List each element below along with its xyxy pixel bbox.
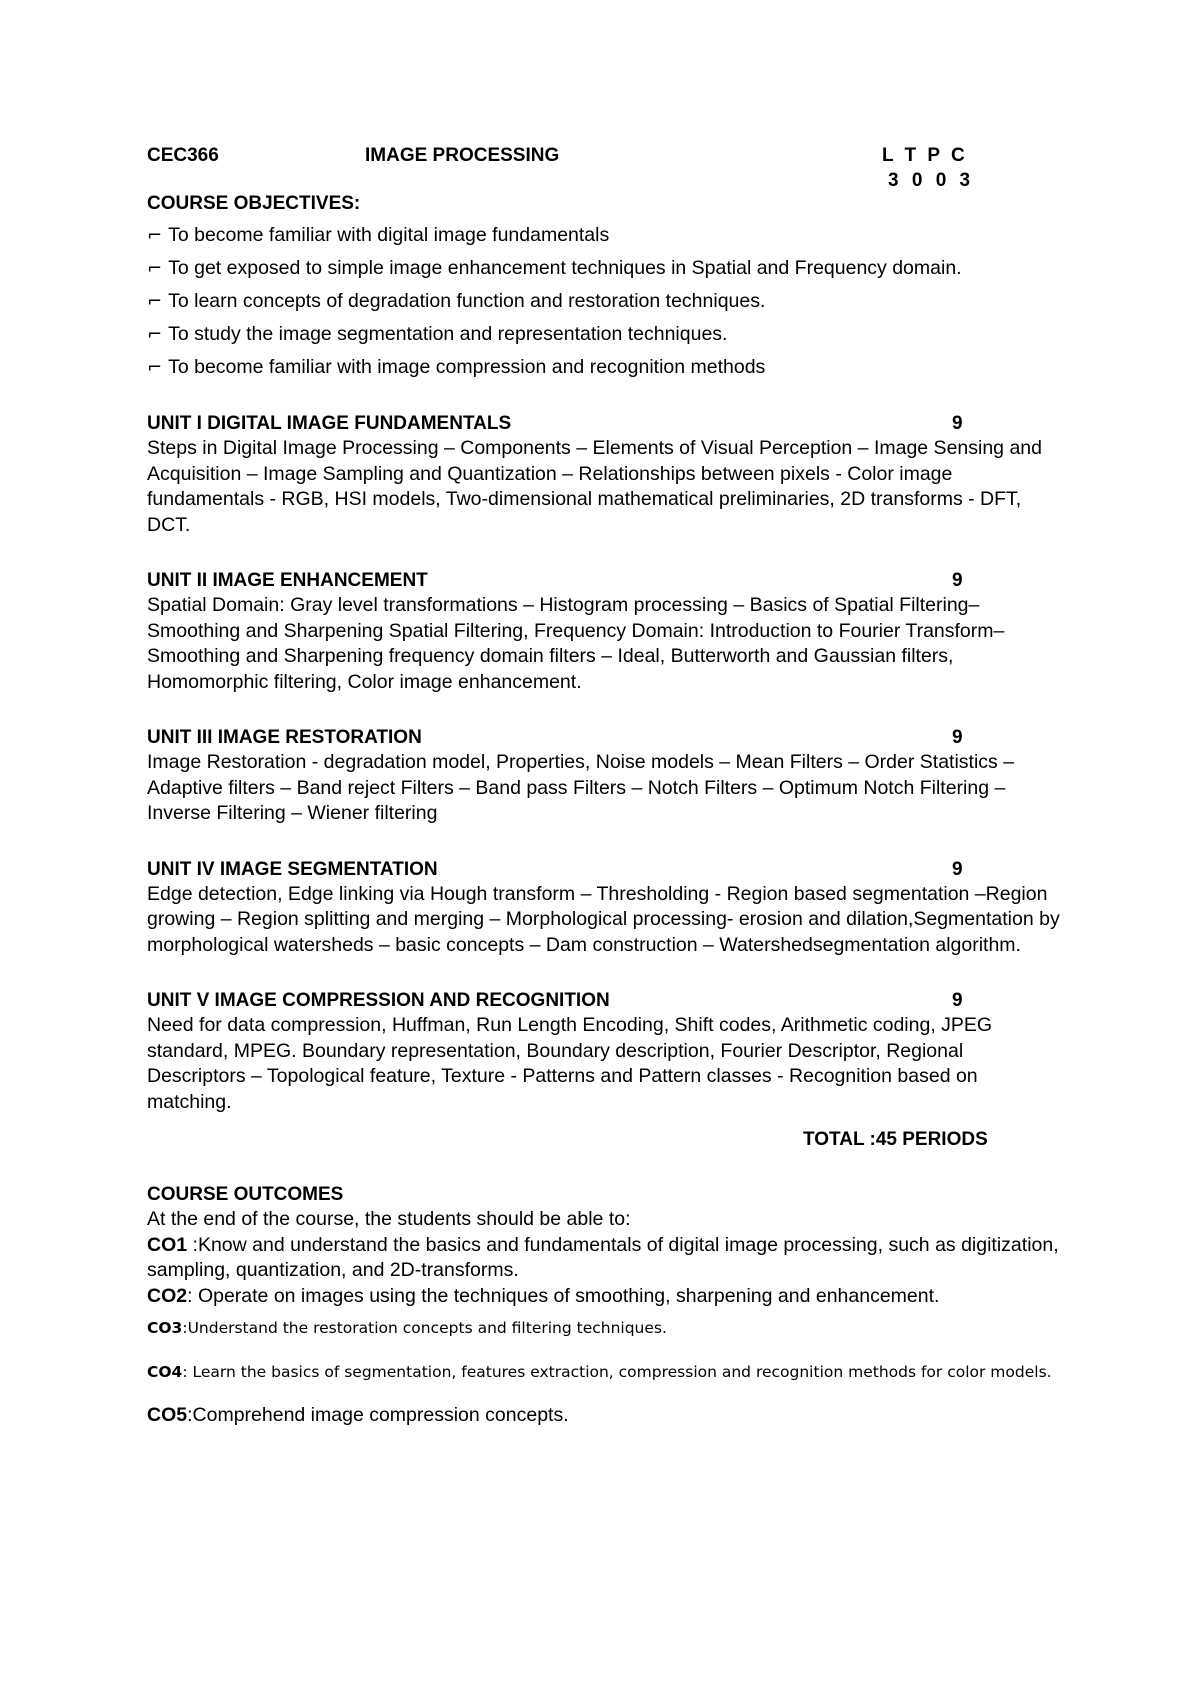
objective-item: ⌐ To study the image segmentation and representation techniques. — [147, 323, 728, 345]
unit-title: UNIT IV IMAGE SEGMENTATION — [147, 858, 438, 880]
bullet-icon: ⌐ — [147, 357, 163, 378]
unit-description: Need for data compression, Huffman, Run Length Encoding, Shift codes, Arithmetic coding, JPEG standard, MPEG. Boundary representation, Boundary description, Fourier Descriptor, Regional Descriptors – Topological feature, Texture - Patterns and Pattern classes - Recognition based on matching. — [147, 1014, 993, 1113]
co-label: CO4 — [147, 1363, 183, 1381]
bullet-icon: ⌐ — [147, 291, 163, 312]
outcomes-heading: COURSE OUTCOMES — [147, 1184, 344, 1205]
objective-item: ⌐ To get exposed to simple image enhancement techniques in Spatial and Frequency domain. — [147, 257, 962, 279]
unit-description: Spatial Domain: Gray level transformations – Histogram processing – Basics of Spatial Filtering–Smoothing and Sharpening Spatial Filtering, Frequency Domain: Introduction to Fourier Transform– Smoothing and Sharpening frequency domain filters – Ideal, Butterworth and Gaussian filters, Homomorphic filtering, Color image enhancement. — [147, 594, 1005, 693]
unit-description: Image Restoration - degradation model, Properties, Noise models – Mean Filters – Order Statistics – Adaptive filters – Band reject Filters – Band pass Filters – Notch Filters – Optimum Notch Filtering – Inverse Filtering – Wiener filtering — [147, 751, 1015, 824]
ltpc-values: 3 0 0 3 — [888, 170, 975, 191]
objective-item: ⌐ To learn concepts of degradation function and restoration techniques. — [147, 290, 766, 312]
syllabus-content — [147, 145, 1077, 1429]
course-title: IMAGE PROCESSING — [365, 145, 560, 166]
unit-title: UNIT II IMAGE ENHANCEMENT — [147, 570, 428, 591]
total-periods: TOTAL :45 PERIODS — [803, 1129, 988, 1150]
outcome-co5: CO5:Comprehend image compression concepts. — [147, 1404, 569, 1426]
unit-title: UNIT V IMAGE COMPRESSION AND RECOGNITION — [147, 990, 610, 1011]
outcome-co2: CO2: Operate on images using the techniques of smoothing, sharpening and enhancement. — [147, 1284, 940, 1307]
bullet-icon: ⌐ — [147, 324, 163, 345]
unit-heading — [147, 411, 1077, 436]
unit-5 — [147, 988, 1077, 1115]
unit-hours: 9 — [952, 413, 963, 434]
unit-description: Steps in Digital Image Processing – Components – Elements of Visual Perception – Image Sensing and Acquisition – Image Sampling and Quantization – Relationships between pixels - Color image fundamentals - RGB, HSI models, Two-dimensional mathematical preliminaries, 2D transforms - DFT, DCT. — [147, 437, 1042, 536]
objective-item: ⌐ To become familiar with digital image fundamentals — [147, 224, 610, 246]
unit-2 — [147, 568, 1077, 695]
outcome-co3: CO3:Understand the restoration concepts and filtering techniques. — [147, 1319, 667, 1337]
outcome-co1: CO1 :Know and understand the basics and fundamentals of digital image processing, such as digitization, sampling, quantization, and 2D-transforms. — [147, 1233, 1059, 1281]
co-label: CO2 — [147, 1284, 188, 1307]
unit-title: UNIT I DIGITAL IMAGE FUNDAMENTALS — [147, 413, 512, 434]
co-label: CO5 — [147, 1404, 188, 1426]
bullet-icon: ⌐ — [147, 258, 163, 279]
outcomes-intro: At the end of the course, the students should be able to: — [147, 1208, 631, 1230]
unit-hours: 9 — [952, 727, 963, 748]
course-objectives — [147, 191, 1077, 381]
unit-1 — [147, 411, 1077, 538]
course-code: CEC366 — [147, 145, 219, 166]
unit-heading — [147, 725, 1077, 750]
unit-heading — [147, 857, 1077, 882]
unit-3 — [147, 725, 1077, 827]
ltpc-label: L T P C — [882, 145, 968, 166]
unit-hours: 9 — [952, 858, 963, 880]
unit-title: UNIT III IMAGE RESTORATION — [147, 727, 422, 748]
co-label: CO1 — [147, 1233, 188, 1256]
outcome-co4: CO4: Learn the basics of segmentation, features extraction, compression and recognition methods for color models. — [147, 1363, 1052, 1381]
unit-4 — [147, 857, 1077, 959]
unit-description: Edge detection, Edge linking via Hough transform – Thresholding - Region based segmentation –Region growing – Region splitting and merging – Morphological processing- erosion and dilation,Segmentation by morphological watersheds – basic concepts – Dam construction – Watershedsegmentation algorithm. — [147, 882, 1060, 956]
course-outcomes — [147, 1182, 1077, 1429]
unit-hours: 9 — [952, 570, 963, 591]
objectives-heading: COURSE OBJECTIVES: — [147, 193, 361, 214]
unit-heading — [147, 988, 1077, 1013]
bullet-icon: ⌐ — [147, 225, 163, 246]
unit-hours: 9 — [952, 990, 963, 1011]
unit-heading — [147, 568, 1077, 593]
course-header — [147, 145, 1077, 191]
co-label: CO3 — [147, 1319, 183, 1337]
objective-item: ⌐ To become familiar with image compression and recognition methods — [147, 356, 766, 378]
